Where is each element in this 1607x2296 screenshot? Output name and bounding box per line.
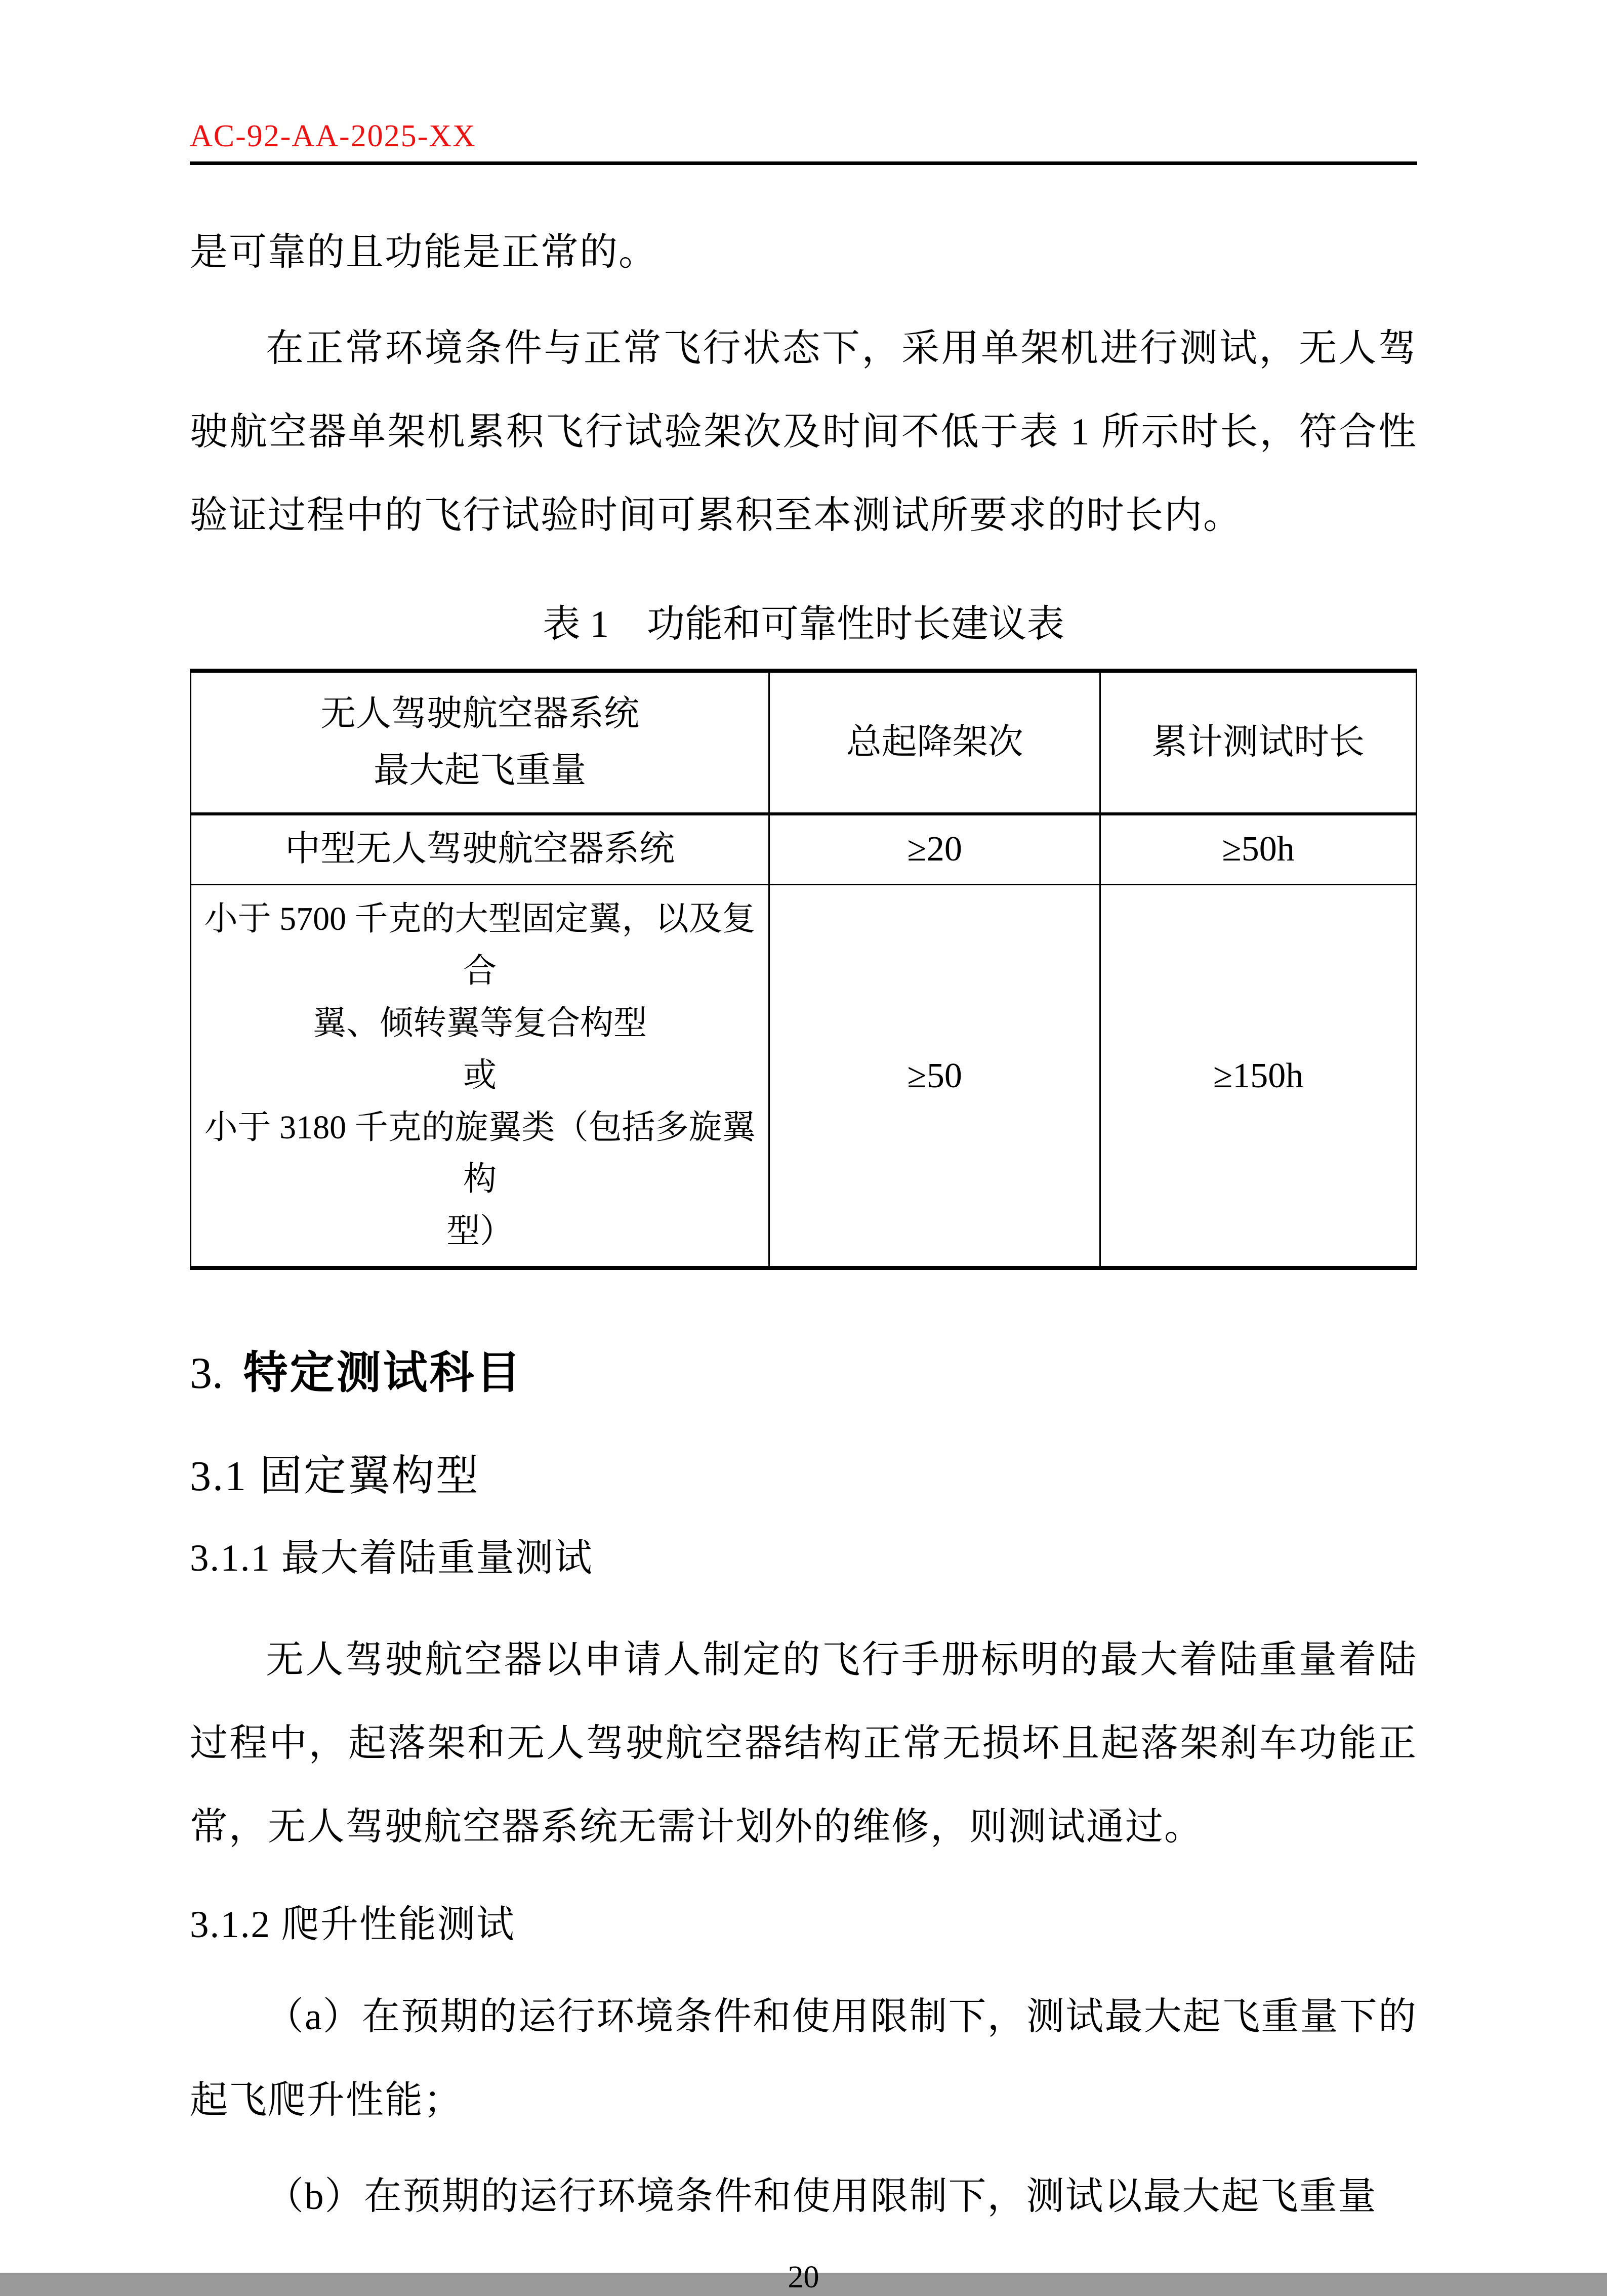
cell-large-uas-line3: 或 xyxy=(463,1056,497,1094)
paragraph-intro: 是可靠的且功能是正常的。 xyxy=(190,231,658,274)
paragraph-item-a: （a）在预期的运行环境条件和使用限制下，测试最大起飞重量下的起飞爬升性能； xyxy=(190,1995,1417,2121)
document-code: AC-92-AA-2025-XX xyxy=(190,119,476,153)
table-header-duration: 累计测试时长 xyxy=(1100,671,1417,814)
paragraph-3-1-1: 无人驾驶航空器以申请人制定的飞行手册标明的最大着陆重量着陆过程中，起落架和无人驾驶航空器结构正常无损坏且起落架刹车功能正常，无人驾驶航空器系统无需计划外的维修，则测试通过。 xyxy=(190,1639,1417,1849)
cell-large-uas-line2: 翼、倾转翼等复合构型 xyxy=(313,1004,647,1042)
document-body xyxy=(190,211,1417,2296)
section-heading-3-title: 特定测试科目 xyxy=(243,1347,523,1398)
cell-large-uas-line5: 型） xyxy=(446,1213,514,1250)
section-heading-3-1: 3.1 固定翼构型 xyxy=(190,1452,480,1500)
section-heading-3 xyxy=(190,1346,1417,1401)
cell-large-uas-sorties: ≥50 xyxy=(769,884,1100,1268)
table-header-uas-weight xyxy=(191,671,769,814)
table-header-sorties: 总起降架次 xyxy=(769,671,1100,814)
table-title: 表 1 功能和可靠性时长建议表 xyxy=(542,603,1065,646)
table-header-uas-weight-line1: 无人驾驶航空器系统 xyxy=(320,694,640,734)
cell-medium-uas-duration: ≥50h xyxy=(1100,814,1417,884)
cell-large-uas-line4: 小于 3180 千克的旋翼类（包括多旋翼构 xyxy=(204,1109,756,1198)
cell-large-uas-category xyxy=(191,884,769,1268)
section-heading-3-1-1: 3.1.1 最大着陆重量测试 xyxy=(190,1537,593,1579)
cell-large-uas-line1: 小于 5700 千克的大型固定翼，以及复合 xyxy=(204,900,756,990)
cell-medium-uas-sorties: ≥20 xyxy=(769,814,1100,884)
table-header-row xyxy=(191,671,1417,814)
page-header xyxy=(190,119,1417,165)
table-row-medium-uas xyxy=(191,814,1417,884)
section-heading-3-1-2: 3.1.2 爬升性能测试 xyxy=(190,1904,515,1946)
section-heading-3-number: 3. xyxy=(190,1349,223,1399)
table-header-uas-weight-line2: 最大起飞重量 xyxy=(374,751,587,791)
page-number: 20 xyxy=(788,2260,819,2294)
paragraph-flight-test: 在正常环境条件与正常飞行状态下，采用单架机进行测试，无人驾驶航空器单架机累积飞行试验架次及时间不低于表 1 所示时长，符合性验证过程中的飞行试验时间可累积至本测试所要求的时长内。 xyxy=(190,327,1417,537)
header-rule xyxy=(190,161,1417,165)
cell-large-uas-duration: ≥150h xyxy=(1100,884,1417,1268)
cell-medium-uas-category: 中型无人驾驶航空器系统 xyxy=(191,814,769,884)
recommendation-table xyxy=(190,669,1417,1270)
table-row-large-uas xyxy=(191,884,1417,1268)
paragraph-item-b: （b）在预期的运行环境条件和使用限制下，测试以最大起飞重量 xyxy=(266,2175,1377,2218)
